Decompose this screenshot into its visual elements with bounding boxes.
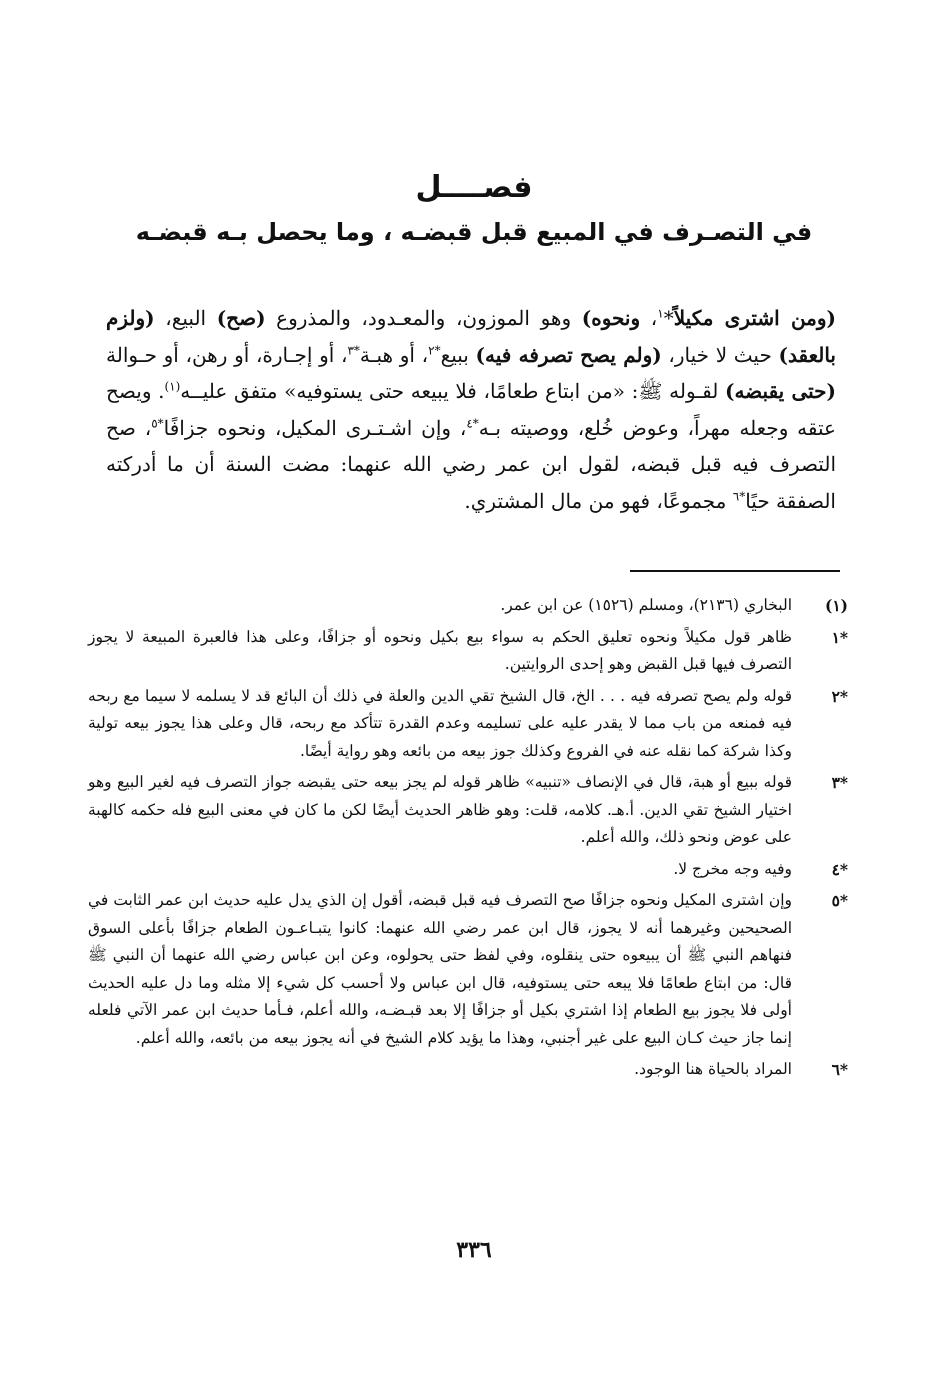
section-heading bbox=[60, 168, 888, 252]
text-bold: (صح) bbox=[216, 306, 266, 330]
footnote-text: المراد بالحياة هنا الوجود. bbox=[634, 1060, 792, 1078]
text-bold: (ولم يصح تصرفه فيه) bbox=[475, 342, 662, 367]
footnote bbox=[88, 683, 848, 766]
footnote-text: قوله ببيع أو هبة، قال في الإنصاف «تنبيه» ظاهر قوله لم يجز بيعه حتى يقبضه جواز التصرف فيه لغير البيع وهو اختيار الشيخ تقي الدين. أ.هـ. كلامه، قلت: وهو ظاهر الحديث أيضًا لكن ما كان في معنى البيع فله حكمه كالهبة على عوض ونحو ذلك، والله أعلم. bbox=[88, 773, 792, 846]
text-bold: (ومن اشترى مكيلاً bbox=[673, 306, 837, 330]
text-run: ، أو إجـارة، أو رهن، أو حـوالة bbox=[106, 342, 348, 367]
footnotes bbox=[88, 592, 848, 1088]
section-title: فصــــل bbox=[415, 170, 533, 205]
footnote-divider bbox=[630, 570, 840, 572]
footnote bbox=[88, 887, 848, 1052]
text-run: ، bbox=[640, 306, 658, 330]
footnote bbox=[88, 624, 848, 679]
footnote-marker: *٤ bbox=[831, 859, 848, 879]
text-run: وهو الموزون، والمعـدود، والمذروع bbox=[265, 306, 582, 330]
footnote-marker: *٣ bbox=[831, 773, 848, 792]
footnote-text: ظاهر قول مكيلاً ونحوه تعليق الحكم به سواء بيع بكيل ونحوه أو جزافًا، وعلى هذا فالعبرة المبيعة لا يجوز التصرف فيها قبل القبض وهو إحدى الروايتين. bbox=[88, 627, 792, 673]
footnote-marker: *٦ bbox=[831, 1060, 848, 1079]
footnote bbox=[88, 769, 848, 852]
text-bold: (حتى يقبضه) bbox=[725, 379, 837, 403]
text-run: ، أو هبـة bbox=[359, 342, 429, 367]
note-ref: *٣ bbox=[347, 342, 360, 357]
text-run: ببيع bbox=[440, 342, 476, 367]
footnote bbox=[88, 592, 848, 620]
text-run: ، صح التصرف فيه قبل قبضه، لقول ابن عمر رضي الله عنهما: مضت السنة أن ما أدركته الصفقة حيًا bbox=[106, 415, 836, 513]
text-run: مجموعًا، فهو من مال المشتري. bbox=[464, 488, 733, 513]
footnote-marker: (١) bbox=[824, 596, 848, 615]
footnote bbox=[88, 1056, 848, 1084]
note-ref: ١ bbox=[657, 306, 664, 321]
main-paragraph bbox=[106, 300, 836, 519]
note-ref: *٤ bbox=[466, 415, 479, 430]
text-run: ، وإن اشـتـرى المكيل، ونحوه جزافًا bbox=[163, 415, 467, 440]
footnote-marker: *٢ bbox=[831, 686, 848, 706]
note-ref: * bbox=[663, 306, 674, 330]
text-run: لقـوله ﷺ: «من ابتاع طعامًا، فلا يبيعه حتى يستوفيه» متفق عليــه bbox=[180, 379, 725, 403]
note-ref: *٦ bbox=[732, 488, 746, 503]
text-bold: (ولزم بالعقد) bbox=[106, 306, 836, 367]
text-bold: ونحوه) bbox=[581, 306, 641, 330]
note-ref: *٥ bbox=[151, 415, 164, 430]
text-run: البيع، bbox=[154, 306, 217, 330]
footnote-marker: *٥ bbox=[831, 891, 848, 910]
section-subtitle: في التصـرف في المبيع قبل قبضـه ، وما يحصل بـه قبضـه bbox=[135, 218, 813, 246]
text-run: . ويصح عتقه وجعله مهراً، وعوض خُلع، ووصيته بـه bbox=[106, 379, 836, 440]
footnote-marker: *١ bbox=[831, 627, 848, 647]
footnote-text: البخاري (٢١٣٦)، ومسلم (١٥٢٦) عن ابن عمر. bbox=[500, 596, 792, 614]
note-ref: (١) bbox=[164, 379, 181, 394]
footnote-text: وفيه وجه مخرج لا. bbox=[673, 859, 792, 878]
page-number: ٣٣٦ bbox=[456, 1237, 492, 1263]
footnote-text: قوله ولم يصح تصرفه فيه . . . الخ، قال الشيخ تقي الدين والعلة في ذلك أن البائع قد لا يسلمه لا سيما مع ربحه فيه فمنعه من باب مما لا يقدر عليه على تسليمه وعدم القدرة تتأكد مع ربحه، قال وعلى هذا يجوز بيعه تولية وكذا شركة كما نقله عنه في الفروع وكذلك جوز بيعه من بائعه وهو رواية أيضًا. bbox=[88, 686, 792, 760]
main-text bbox=[106, 300, 836, 519]
footnote-text: وإن اشترى المكيل ونحوه جزافًا صح التصرف فيه قبل قبضه، أقول إن الذي يدل عليه حديث ابن عمر الثابت في الصحيحين وغيرهما أنه لا يجوز، قال ابن عمر رضي الله عنهما: كانوا يتبـاعـون الطعام جزافًا بأعلى السوق فنهاهم النبي ﷺ أن يبيعوه حتى ينقلوه، وفي لفظ حتى يحولوه، وعن ابن عباس رضي الله عنهما أن النبي ﷺ قال: من ابتاع طعامًا فلا يبعه حتى يستوفيه، قال ابن عباس ولا أحسب كل شيء إلا مثله وما دل عليه الحديث أولى فلا يجوز بيع الطعام إذا اشتري بكيل أو جزافًا إلا بعد قبـضـه، والله أعلم، فـأما حديث ابن عمر الآتي فلعله إنما جاز حيث كـان البيع على غير أجنبي، وهذا ما يؤيد كلام الشيخ في أنه يجوز بيعه من بائعه، والله أعلم. bbox=[88, 891, 792, 1047]
footnote bbox=[88, 856, 848, 884]
text-run: حيث لا خيار، bbox=[661, 342, 779, 367]
note-ref: *٢ bbox=[428, 342, 441, 357]
